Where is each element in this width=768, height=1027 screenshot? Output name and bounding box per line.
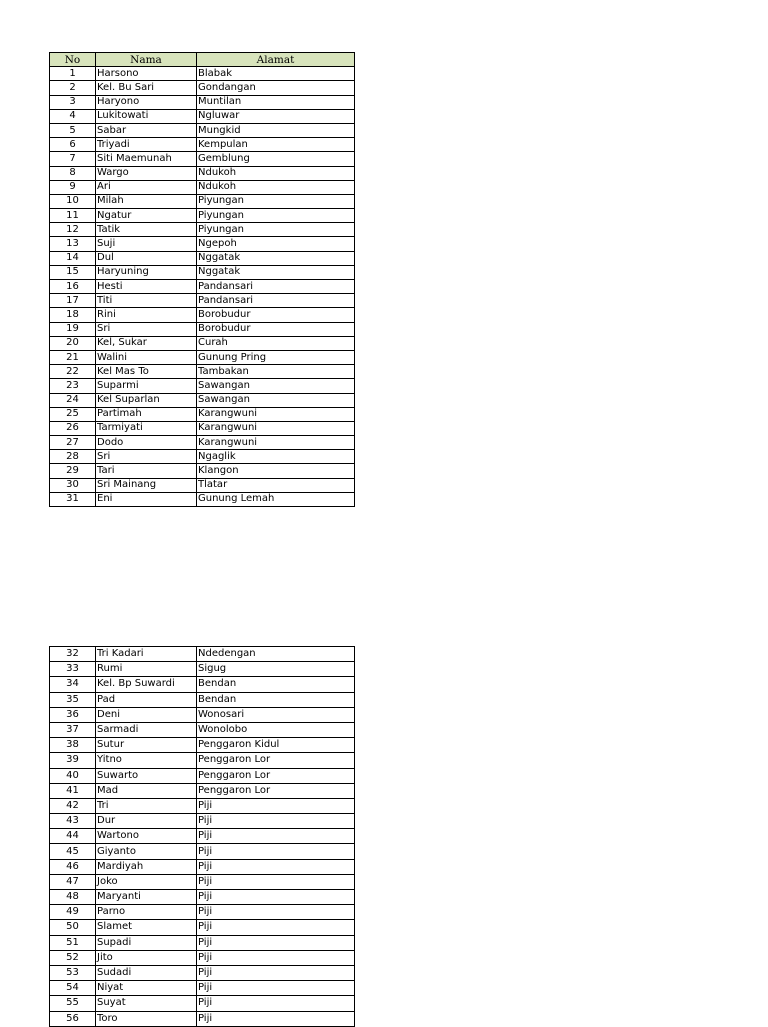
row-number: 30 [50,478,96,492]
row-nama: Sutur [96,738,197,753]
row-number: 10 [50,194,96,208]
row-alamat: Piji [197,950,355,965]
table-row [50,450,355,464]
row-number: 23 [50,379,96,393]
row-nama: Kel. Bp Suwardi [96,677,197,692]
row-nama: Sabar [96,123,197,137]
row-alamat: Penggaron Lor [197,783,355,798]
table-row [50,365,355,379]
table-row [50,123,355,137]
table-row [50,237,355,251]
table-row [50,905,355,920]
table-row [50,965,355,980]
table-row [50,166,355,180]
table-row [50,738,355,753]
table-row [50,81,355,95]
row-alamat: Sigug [197,662,355,677]
row-number: 48 [50,890,96,905]
table-row [50,859,355,874]
row-nama: Suwarto [96,768,197,783]
row-nama: Pad [96,692,197,707]
row-alamat: Blabak [197,67,355,81]
row-nama: Mardiyah [96,859,197,874]
row-number: 9 [50,180,96,194]
row-number: 28 [50,450,96,464]
row-nama: Suji [96,237,197,251]
header-row [50,53,355,67]
row-nama: Kel Mas To [96,365,197,379]
table-row [50,407,355,421]
table-row [50,492,355,506]
table-row [50,194,355,208]
table-row [50,798,355,813]
row-nama: Wargo [96,166,197,180]
row-alamat: Gemblung [197,152,355,166]
table-row [50,783,355,798]
table-row [50,844,355,859]
row-alamat: Curah [197,336,355,350]
row-alamat: Piyungan [197,223,355,237]
row-nama: Rumi [96,662,197,677]
table-row [50,464,355,478]
row-alamat: Ndedengan [197,647,355,662]
row-alamat: Bendan [197,692,355,707]
row-alamat: Mungkid [197,123,355,137]
row-number: 29 [50,464,96,478]
table-2-body [50,647,355,1027]
row-number: 41 [50,783,96,798]
row-alamat: Gondangan [197,81,355,95]
row-nama: Titi [96,294,197,308]
table-row [50,294,355,308]
row-number: 24 [50,393,96,407]
row-alamat: Klangon [197,464,355,478]
row-nama: Ngatur [96,209,197,223]
row-alamat: Pandansari [197,294,355,308]
row-nama: Niyat [96,981,197,996]
table-row [50,890,355,905]
row-alamat: Pandansari [197,280,355,294]
table-row [50,109,355,123]
row-alamat: Penggaron Lor [197,753,355,768]
row-number: 34 [50,677,96,692]
row-alamat: Piji [197,905,355,920]
row-alamat: Piji [197,920,355,935]
row-nama: Kel. Bu Sari [96,81,197,95]
row-nama: Eni [96,492,197,506]
row-alamat: Karangwuni [197,407,355,421]
table-row [50,251,355,265]
table-row [50,421,355,435]
row-nama: Triyadi [96,138,197,152]
row-alamat: Bendan [197,677,355,692]
row-number: 26 [50,421,96,435]
table-row [50,322,355,336]
table-row [50,138,355,152]
row-alamat: Sawangan [197,379,355,393]
row-alamat: Muntilan [197,95,355,109]
row-nama: Sarmadi [96,722,197,737]
row-nama: Jito [96,950,197,965]
row-alamat: Piji [197,844,355,859]
row-number: 5 [50,123,96,137]
row-number: 19 [50,322,96,336]
row-number: 15 [50,265,96,279]
table-1-body [50,67,355,507]
row-number: 4 [50,109,96,123]
row-alamat: Piji [197,829,355,844]
table-row [50,95,355,109]
table-row [50,223,355,237]
row-alamat: Nggatak [197,265,355,279]
row-number: 37 [50,722,96,737]
row-nama: Rini [96,308,197,322]
row-number: 14 [50,251,96,265]
table-row [50,874,355,889]
table-row [50,768,355,783]
row-nama: Mad [96,783,197,798]
row-alamat: Piji [197,874,355,889]
row-number: 38 [50,738,96,753]
row-number: 49 [50,905,96,920]
row-number: 22 [50,365,96,379]
row-nama: Sri Mainang [96,478,197,492]
row-alamat: Piji [197,965,355,980]
row-nama: Wartono [96,829,197,844]
row-number: 21 [50,350,96,364]
table-row [50,308,355,322]
data-table-1 [49,52,355,507]
row-number: 44 [50,829,96,844]
row-alamat: Ngluwar [197,109,355,123]
table-row [50,393,355,407]
row-nama: Kel Suparlan [96,393,197,407]
row-nama: Dur [96,814,197,829]
row-number: 16 [50,280,96,294]
row-number: 27 [50,436,96,450]
row-nama: Haryuning [96,265,197,279]
row-alamat: Piyungan [197,209,355,223]
row-number: 51 [50,935,96,950]
table-row [50,692,355,707]
row-alamat: Borobudur [197,322,355,336]
row-number: 2 [50,81,96,95]
row-nama: Yitno [96,753,197,768]
row-nama: Sudadi [96,965,197,980]
table-row [50,677,355,692]
table-row [50,935,355,950]
row-number: 3 [50,95,96,109]
row-nama: Slamet [96,920,197,935]
header-alamat: Alamat [197,53,355,67]
row-nama: Giyanto [96,844,197,859]
row-nama: Hesti [96,280,197,294]
row-alamat: Piji [197,981,355,996]
row-alamat: Piji [197,935,355,950]
table-row [50,67,355,81]
header-no: No [50,53,96,67]
row-number: 11 [50,209,96,223]
row-nama: Milah [96,194,197,208]
row-number: 25 [50,407,96,421]
table-row [50,981,355,996]
table-row [50,180,355,194]
row-alamat: Gunung Lemah [197,492,355,506]
row-nama: Tatik [96,223,197,237]
table-row [50,152,355,166]
row-number: 32 [50,647,96,662]
row-nama: Suparmi [96,379,197,393]
row-alamat: Wonolobo [197,722,355,737]
row-number: 12 [50,223,96,237]
row-number: 56 [50,1011,96,1026]
row-nama: Tri Kadari [96,647,197,662]
row-nama: Toro [96,1011,197,1026]
row-nama: Haryono [96,95,197,109]
table-row [50,280,355,294]
row-alamat: Karangwuni [197,421,355,435]
row-nama: Suyat [96,996,197,1011]
row-nama: Dodo [96,436,197,450]
row-nama: Partimah [96,407,197,421]
row-alamat: Tambakan [197,365,355,379]
row-nama: Tri [96,798,197,813]
row-nama: Deni [96,707,197,722]
row-nama: Supadi [96,935,197,950]
table-row [50,829,355,844]
data-table-2 [49,646,355,1027]
table-row [50,950,355,965]
row-number: 33 [50,662,96,677]
row-alamat: Piji [197,890,355,905]
row-number: 53 [50,965,96,980]
row-number: 40 [50,768,96,783]
row-number: 39 [50,753,96,768]
row-alamat: Ngaglik [197,450,355,464]
row-nama: Sri [96,322,197,336]
table-row [50,265,355,279]
row-alamat: Borobudur [197,308,355,322]
row-number: 55 [50,996,96,1011]
row-alamat: Piji [197,996,355,1011]
row-number: 43 [50,814,96,829]
row-nama: Tari [96,464,197,478]
row-number: 8 [50,166,96,180]
row-alamat: Ndukoh [197,166,355,180]
table-row [50,814,355,829]
row-number: 18 [50,308,96,322]
row-nama: Joko [96,874,197,889]
table-row [50,379,355,393]
row-alamat: Karangwuni [197,436,355,450]
row-number: 6 [50,138,96,152]
row-number: 52 [50,950,96,965]
row-alamat: Piji [197,859,355,874]
table-row [50,350,355,364]
row-number: 31 [50,492,96,506]
row-alamat: Nggatak [197,251,355,265]
row-number: 7 [50,152,96,166]
row-alamat: Piji [197,798,355,813]
row-nama: Dul [96,251,197,265]
row-alamat: Kempulan [197,138,355,152]
row-number: 45 [50,844,96,859]
table-row [50,209,355,223]
row-number: 1 [50,67,96,81]
table-row [50,722,355,737]
row-nama: Walini [96,350,197,364]
row-alamat: Penggaron Kidul [197,738,355,753]
table-row [50,647,355,662]
table-row [50,707,355,722]
row-nama: Kel, Sukar [96,336,197,350]
row-nama: Tarmiyati [96,421,197,435]
row-number: 46 [50,859,96,874]
table-row [50,920,355,935]
row-nama: Sri [96,450,197,464]
row-number: 54 [50,981,96,996]
row-number: 42 [50,798,96,813]
row-alamat: Piyungan [197,194,355,208]
row-nama: Harsono [96,67,197,81]
table-row [50,662,355,677]
row-alamat: Piji [197,814,355,829]
row-nama: Maryanti [96,890,197,905]
row-alamat: Penggaron Lor [197,768,355,783]
table-row [50,996,355,1011]
row-number: 35 [50,692,96,707]
row-alamat: Ndukoh [197,180,355,194]
row-alamat: Ngepoh [197,237,355,251]
row-number: 47 [50,874,96,889]
table-row [50,436,355,450]
row-alamat: Sawangan [197,393,355,407]
row-nama: Siti Maemunah [96,152,197,166]
table-row [50,753,355,768]
row-nama: Parno [96,905,197,920]
row-alamat: Tlatar [197,478,355,492]
row-number: 20 [50,336,96,350]
header-nama: Nama [96,53,197,67]
row-nama: Lukitowati [96,109,197,123]
row-alamat: Gunung Pring [197,350,355,364]
row-alamat: Piji [197,1011,355,1026]
row-number: 17 [50,294,96,308]
row-number: 36 [50,707,96,722]
row-nama: Ari [96,180,197,194]
row-number: 50 [50,920,96,935]
table-row [50,478,355,492]
table-row [50,336,355,350]
row-alamat: Wonosari [197,707,355,722]
row-number: 13 [50,237,96,251]
